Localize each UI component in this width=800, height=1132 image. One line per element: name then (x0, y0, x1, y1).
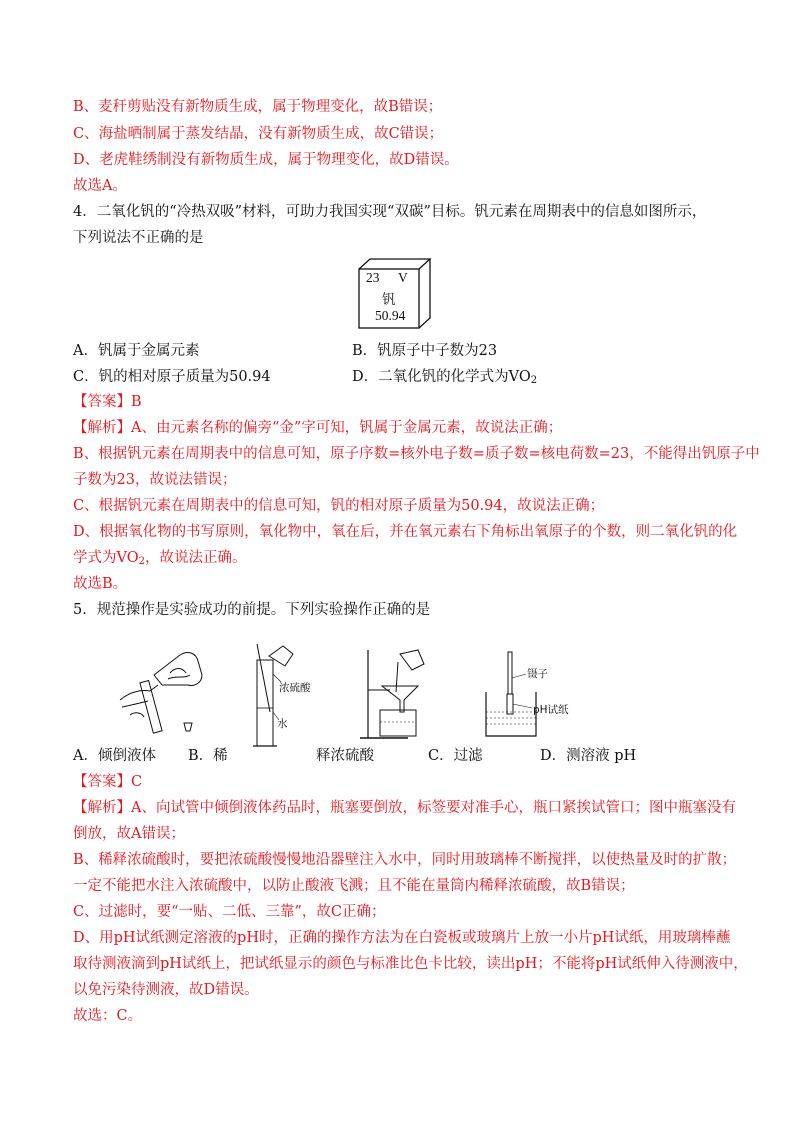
q4-analysis-2: B、根据钒元素在周期表中的信息可知，原子序数=核外电子数=质子数=核电荷数=23，不能得出钒原子中 (73, 446, 760, 462)
q4-option-c: C．钒的相对原子质量为50.94 (73, 369, 271, 385)
q5-analysis-7: 取待测液滴到pH试纸上，把试纸显示的颜色与标准比色卡比较，读出pH；不能将pH试纸伸入待测液中， (73, 956, 748, 972)
q5-option-d: D．测溶液 pH (540, 748, 637, 764)
pouring-liquid-figure (110, 645, 210, 735)
ph-test-figure (482, 650, 542, 740)
q5-option-c: C．过滤 (428, 748, 483, 764)
q4-analysis-4: C、根据钒元素在周期表中的信息可知，钒的相对原子质量为50.94，故说法正确； (73, 498, 605, 514)
analysis-line-d: D、老虎鞋绣制没有新物质生成，属于物理变化，故D错误。 (73, 152, 459, 168)
q5-stem: 5．规范操作是实验成功的前提。下列实验操作正确的是 (73, 602, 431, 618)
q5-analysis-6: D、用pH试纸测定溶液的pH时，正确的操作方法为在白瓷板或玻璃片上放一小片pH试纸，用玻璃棒蘸 (73, 930, 731, 946)
atomic-number: 23 (366, 270, 380, 285)
conc-acid-label: 浓硫酸 (279, 682, 311, 694)
q4-stem-2: 下列说法不正确的是 (73, 230, 204, 246)
q5-option-b-part1: B．稀 (188, 748, 228, 764)
q5-answer: 【答案】C (73, 774, 143, 790)
q5-analysis-2: 倒放，故A错误； (73, 826, 185, 842)
q4-choice: 故选B。 (73, 576, 128, 592)
q4-analysis-6: 学式为$VO_2$，故说法正确。 (73, 550, 247, 567)
q5-analysis-4: 一定不能把水注入浓硫酸中，以防止酸液飞溅；且不能在量筒内稀释浓硫酸，故B错误； (73, 878, 635, 894)
element-symbol: V (398, 270, 408, 285)
dilute-acid-figure (245, 642, 315, 752)
tweezers-label: 镊子 (527, 668, 548, 680)
q4-answer: 【答案】B (73, 394, 142, 410)
q5-choice: 故选：C。 (73, 1008, 143, 1024)
q4-option-b: B．钒原子中子数为23 (352, 343, 498, 359)
q5-option-b-part2: 释浓硫酸 (316, 748, 374, 764)
q5-analysis-5: C、过滤时，要“一贴、二低、三靠”，故C正确； (73, 904, 386, 920)
analysis-line-b: B、麦秆剪贴没有新物质生成，属于物理变化，故B错误； (73, 99, 443, 115)
water-label: 水 (277, 718, 288, 730)
atomic-mass: 50.94 (375, 308, 406, 323)
q4-option-d: D．二氧化钒的化学式为$VO_2$ (352, 369, 538, 386)
q4-stem: 4．二氧化钒的“冷热双吸”材料，可助力我国实现“双碳”目标。钒元素在周期表中的信息如图所示， (73, 204, 707, 220)
q4-analysis-3: 子数为23，故说法错误； (73, 472, 237, 488)
q4-analysis-1: 【解析】A、由元素名称的偏旁“金”字可知，钒属于金属元素，故说法正确； (73, 420, 563, 436)
q5-analysis-3: B、稀释浓硫酸时，要把浓硫酸慢慢地沿器壁注入水中，同时用玻璃棒不断搅拌，以使热量及时的扩散； (73, 852, 737, 868)
q5-analysis-8: 以免污染待测液，故D错误。 (73, 982, 259, 998)
ph-paper-label: pH试纸 (533, 704, 569, 716)
filtration-figure (360, 648, 440, 743)
analysis-line-c: C、海盐晒制属于蒸发结晶，没有新物质生成，故C错误； (73, 126, 444, 142)
q5-option-a: A．倾倒液体 (73, 748, 156, 764)
element-name: 钒 (382, 292, 396, 307)
q4-analysis-5: D、根据氧化物的书写原则，氧化物中，氧在后，并在氧元素右下角标出氧原子的个数，则二氧化钒的化 (73, 524, 738, 540)
choice-line: 故选A。 (73, 178, 127, 194)
q4-option-a: A．钒属于金属元素 (73, 343, 200, 359)
q5-analysis-1: 【解析】A、向试管中倾倒液体药品时，瓶塞要倒放，标签要对准手心，瓶口紧挨试管口；图中瓶塞没有 (73, 800, 736, 816)
